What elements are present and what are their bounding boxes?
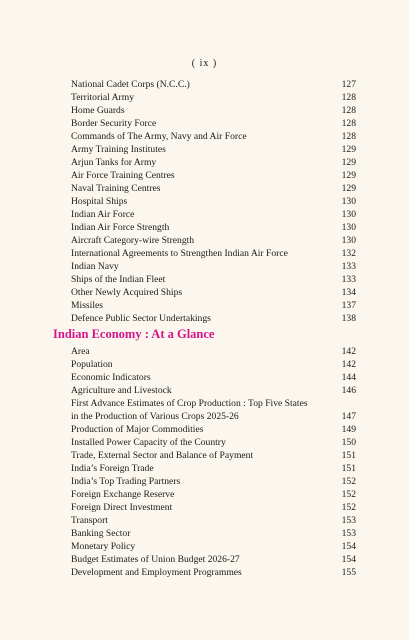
toc-entry-page: 129: [341, 157, 356, 168]
toc-entry-title: Budget Estimates of Union Budget 2026-27: [71, 554, 240, 565]
toc-entry-title: Border Security Force: [71, 118, 157, 129]
toc-entry-page: 130: [341, 235, 356, 246]
toc-entry[interactable]: [0, 566, 409, 579]
toc-entry-page: 129: [341, 170, 356, 181]
toc-entry-title: Trade, External Sector and Balance of Payment: [71, 450, 254, 461]
toc-entry-title: Transport: [71, 515, 108, 526]
toc-entry-page: 128: [341, 118, 356, 129]
toc-entry[interactable]: [0, 449, 409, 462]
toc-entry[interactable]: [0, 156, 409, 169]
toc-entry-page: 130: [341, 209, 356, 220]
toc-entry-title: Arjun Tanks for Army: [71, 157, 157, 168]
toc-section-economy: [0, 345, 409, 579]
toc-entry-page: 146: [341, 385, 356, 396]
toc-entry-title: Defence Public Sector Undertakings: [71, 313, 211, 324]
toc-entry-title: Hospital Ships: [71, 196, 128, 207]
toc-entry[interactable]: [0, 78, 409, 91]
toc-entry-title: Production of Major Commodities: [71, 424, 204, 435]
toc-entry[interactable]: [0, 371, 409, 384]
toc-entry-page: 150: [341, 437, 356, 448]
toc-entry[interactable]: [0, 553, 409, 566]
toc-entry-page: 144: [341, 372, 356, 383]
toc-entry-title: Army Training Institutes: [71, 144, 166, 155]
toc-entry-title: Air Force Training Centres: [71, 170, 175, 181]
toc-entry-title: India’s Top Trading Partners: [71, 476, 181, 487]
toc-entry-page: 130: [341, 222, 356, 233]
toc-entry-page: 152: [341, 502, 356, 513]
section-heading: [0, 326, 409, 343]
toc-entry-title: Naval Training Centres: [71, 183, 161, 194]
toc-entry-page: 152: [341, 489, 356, 500]
toc-entry-page: 128: [341, 105, 356, 116]
toc-entry-title: Development and Employment Programmes: [71, 567, 242, 578]
toc-entry[interactable]: [0, 208, 409, 221]
toc-entry-title: Missiles: [71, 300, 103, 311]
toc-entry-title: Aircraft Category-wire Strength: [71, 235, 195, 246]
toc-entry-title: Agriculture and Livestock: [71, 385, 172, 396]
toc-entry[interactable]: [0, 410, 409, 423]
toc-entry[interactable]: [0, 540, 409, 553]
toc-entry-page: 149: [341, 424, 356, 435]
toc-entry[interactable]: [0, 143, 409, 156]
toc-entry-page: 153: [341, 528, 356, 539]
toc-entry-title: National Cadet Corps (N.C.C.): [71, 79, 190, 90]
toc-entry-title: Indian Air Force Strength: [71, 222, 170, 233]
toc-entry-title: Area: [71, 346, 90, 357]
toc-entry-page: 128: [341, 92, 356, 103]
toc-entry[interactable]: [0, 104, 409, 117]
toc-entry-page: 151: [341, 463, 356, 474]
toc-entry-title: India’s Foreign Trade: [71, 463, 154, 474]
toc-entry-page: 152: [341, 476, 356, 487]
toc-entry[interactable]: [0, 384, 409, 397]
toc-entry[interactable]: [0, 345, 409, 358]
toc-entry[interactable]: [0, 247, 409, 260]
toc-entry[interactable]: [0, 514, 409, 527]
toc-entry-title: Installed Power Capacity of the Country: [71, 437, 226, 448]
toc-entry[interactable]: [0, 117, 409, 130]
toc-entry[interactable]: [0, 501, 409, 514]
toc-entry-page: 142: [341, 359, 356, 370]
toc-entry-page: 154: [341, 541, 356, 552]
toc-entry-page: 132: [341, 248, 356, 259]
toc-entry[interactable]: [0, 475, 409, 488]
toc-entry[interactable]: [0, 195, 409, 208]
toc-entry-title: Other Newly Acquired Ships: [71, 287, 183, 298]
toc-entry-page: 153: [341, 515, 356, 526]
toc-entry-title: First Advance Estimates of Crop Production : Top Five States: [71, 398, 308, 409]
toc-entry[interactable]: [0, 312, 409, 325]
toc-entry-page: 154: [341, 554, 356, 565]
toc-section-defence: [0, 78, 409, 325]
toc-entry-title: Commands of The Army, Navy and Air Force: [71, 131, 247, 142]
toc-entry-title: Indian Navy: [71, 261, 119, 272]
toc-entry[interactable]: [0, 182, 409, 195]
toc-entry-title: Banking Sector: [71, 528, 131, 539]
toc-entry-title: Ships of the Indian Fleet: [71, 274, 166, 285]
toc-entry[interactable]: [0, 169, 409, 182]
toc-entry[interactable]: [0, 260, 409, 273]
toc-entry[interactable]: [0, 436, 409, 449]
toc-entry-page: 130: [341, 196, 356, 207]
toc-entry-page: 147: [341, 411, 356, 422]
toc-entry-page: 127: [341, 79, 356, 90]
toc-entry[interactable]: [0, 462, 409, 475]
toc-entry[interactable]: [0, 299, 409, 312]
toc-entry-title: in the Production of Various Crops 2025-26: [71, 411, 239, 422]
toc-entry[interactable]: [0, 221, 409, 234]
page-number: ( ix ): [191, 58, 218, 69]
toc-entry[interactable]: [0, 91, 409, 104]
toc-entry[interactable]: [0, 286, 409, 299]
toc-entry-page: 138: [341, 313, 356, 324]
toc-entry-title: Foreign Exchange Reserve: [71, 489, 175, 500]
toc-entry[interactable]: [0, 423, 409, 436]
toc-entry-title: Economic Indicators: [71, 372, 151, 383]
toc-entry[interactable]: [0, 234, 409, 247]
toc-entry-page: 155: [341, 567, 356, 578]
toc-entry-title: International Agreements to Strengthen Indian Air Force: [71, 248, 288, 259]
toc-entry-page: 129: [341, 144, 356, 155]
toc-entry-title: Home Guards: [71, 105, 125, 116]
toc-entry[interactable]: [0, 527, 409, 540]
toc-entry-page: 128: [341, 131, 356, 142]
toc-entry-title: Monetary Policy: [71, 541, 136, 552]
section-heading-text: Indian Economy : At a Glance: [53, 327, 215, 341]
toc-entry-page: 151: [341, 450, 356, 461]
toc-entry-title: Indian Air Force: [71, 209, 135, 220]
toc-entry-page: 134: [341, 287, 356, 298]
table-of-contents: [0, 78, 409, 579]
toc-entry[interactable]: [0, 273, 409, 286]
toc-entry-title: Foreign Direct Investment: [71, 502, 173, 513]
toc-entry-title: Territorial Army: [71, 92, 135, 103]
toc-entry-page: 137: [341, 300, 356, 311]
toc-entry-page: 129: [341, 183, 356, 194]
toc-entry[interactable]: [0, 130, 409, 143]
toc-entry-page: 142: [341, 346, 356, 357]
toc-entry[interactable]: [0, 397, 409, 410]
toc-entry-page: 133: [341, 274, 356, 285]
toc-entry[interactable]: [0, 488, 409, 501]
toc-entry-page: 133: [341, 261, 356, 272]
toc-entry[interactable]: [0, 358, 409, 371]
toc-entry-title: Population: [71, 359, 113, 370]
